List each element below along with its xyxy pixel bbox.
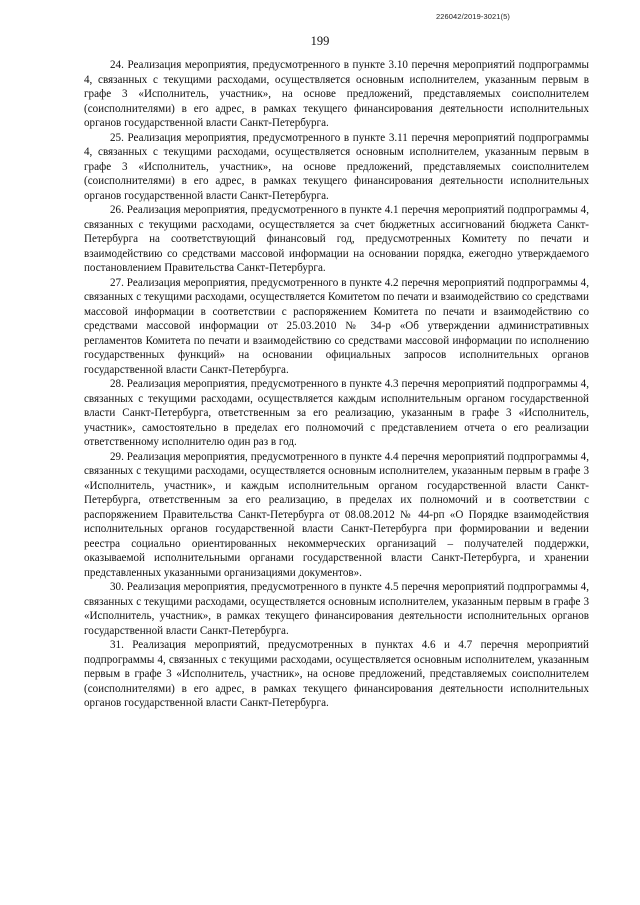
paragraph-28: 28. Реализация мероприятия, предусмотренного в пункте 4.3 перечня мероприятий подпрограммы 4, связанных с текущими расходами, осуществляется каждым исполнительным органом государственной власти Санкт-Петербурга, ответственным за его реализацию, указанным в графе 3 «Исполнитель, участник», самостоятельно в пределах его полномочий с представлением отчета о его реализации ответственному исполнителю один раз в год. xyxy=(84,378,589,448)
page-number: 199 xyxy=(310,34,330,48)
paragraph-25: 25. Реализация мероприятия, предусмотренного в пункте 3.11 перечня мероприятий подпрограммы 4, связанных с текущими расходами, осуществляется основным исполнителем, указанным первым в графе 3 «Исполнитель, участник», на основе предложений, представляемых соисполнителем (соисполнителями) в его адрес, в рамках текущего финансирования деятельности исполнительных органов государственной власти Санкт-Петербурга. xyxy=(84,131,589,202)
document-body xyxy=(84,58,589,711)
paragraph-27: 27. Реализация мероприятия, предусмотренного в пункте 4.2 перечня мероприятий подпрограммы 4, связанных с текущими расходами, осуществляется Комитетом по печати и взаимодействию со средствами массовой информации в соответствии с распоряжением Комитета по печати и взаимодействию со средствами массовой информации от 25.03.2010 № 34-р «Об утверждении административных регламентов Комитета по печати и взаимодействию со средствами массовой информации по исполнению государственных функций» на основании официальных запросов исполнительных органов государственной власти Санкт-Петербурга. xyxy=(84,276,589,376)
paragraph-30: 30. Реализация мероприятия, предусмотренного в пункте 4.5 перечня мероприятий подпрограммы 4, связанных с текущими расходами, осуществляется основным исполнителем, указанным первым в графе 3 «Исполнитель, участник», в рамках текущего финансирования деятельности исполнительных органов государственной власти Санкт-Петербурга. xyxy=(84,581,589,637)
paragraph-31: 31. Реализация мероприятий, предусмотренных в пунктах 4.6 и 4.7 перечня мероприятий подпрограммы 4, связанных с текущими расходами, осуществляется основным исполнителем, указанным первым в графе 3 «Исполнитель, участник», на основе предложений, представляемых соисполнителем (соисполнителями) в его адрес, в рамках текущего финансирования деятельности исполнительных органов государственной власти Санкт-Петербурга. xyxy=(84,639,589,709)
paragraph-29: 29. Реализация мероприятия, предусмотренного в пункте 4.4 перечня мероприятий подпрограммы 4, связанных с текущими расходами, осуществляется основным исполнителем, указанным первым в графе 3 «Исполнитель, участник», и каждым исполнительным органом государственной власти Санкт-Петербурга, ответственным за его реализацию, в пределах их полномочий и в соответствии с распоряжением Правительства Санкт-Петербурга от 08.08.2012 № 44-рп «О Порядке взаимодействия исполнительных органов государственной власти Санкт-Петербурга при формировании и ведении реестра социально ориентированных некоммерческих организаций – получателей поддержки, оказываемой исполнительными органами государственной власти Санкт-Петербурга, и хранении представленных указанными организациями документов». xyxy=(84,450,589,579)
paragraph-26: 26. Реализация мероприятия, предусмотренного в пункте 4.1 перечня мероприятий подпрограммы 4, связанных с текущими расходами, осуществляется за счет бюджетных ассигнований бюджета Санкт-Петербурга на соответствующий финансовый год, предусмотренных Комитету по печати и взаимодействию со средствами массовой информации на основании порядка, ежегодно утверждаемого постановлением Правительства Санкт-Петербурга. xyxy=(84,204,589,274)
document-id: 226042/2019-3021(5) xyxy=(435,12,510,21)
paragraph-24: 24. Реализация мероприятия, предусмотренного в пункте 3.10 перечня мероприятий подпрограммы 4, связанных с текущими расходами, осуществляется основным исполнителем, указанным первым в графе 3 «Исполнитель, участник», на основе предложений, представляемых соисполнителем (соисполнителями) в его адрес, в рамках текущего финансирования деятельности исполнительных органов государственной власти Санкт-Петербурга. xyxy=(84,59,589,129)
